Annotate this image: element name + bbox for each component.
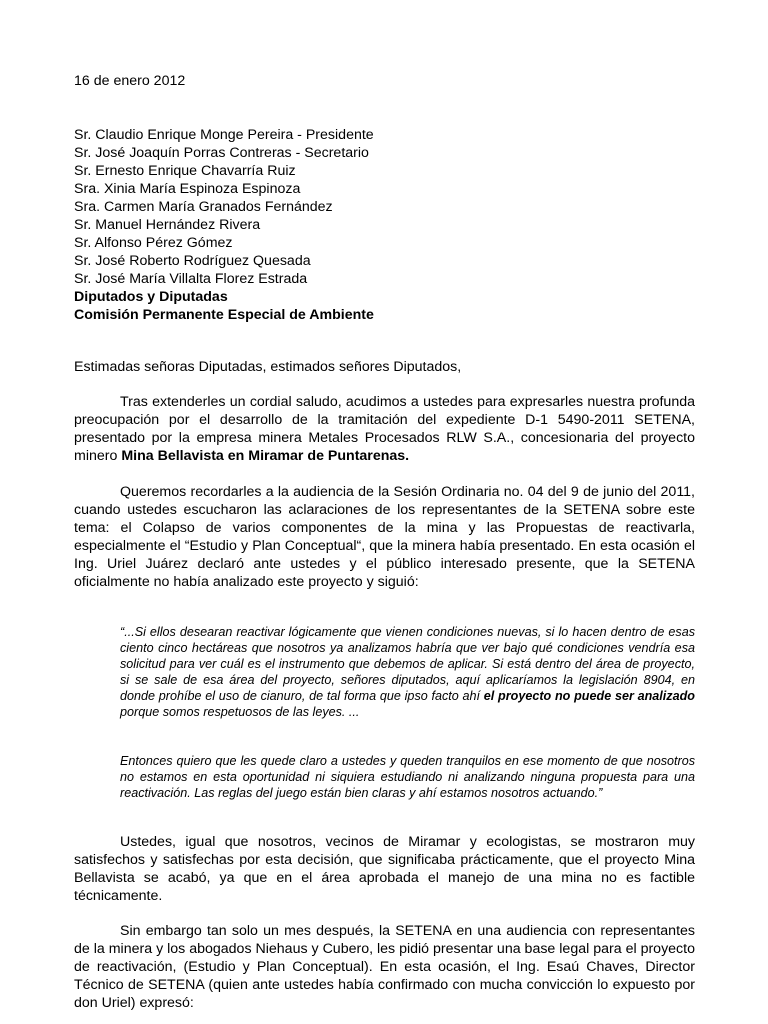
quote-text: Entonces quiero que les quede claro a ustedes y queden tranquilos en ese momento de que nosotros no estamos en esta oportunidad ni siquiera estudiando ni analizando ninguna propuesta para una reactivación. Las reglas del juego están bien claras y ahí estamos nosotros actuando.” [120,754,695,800]
paragraph-text: Sin embargo tan solo un mes después, la SETENA en una audiencia con representantes de la minera y los abogados Niehaus y Cubero, les pidió presentar una base legal para el proyecto de reactivación, (Estudio y Plan Conceptual). En esta ocasión, el Ing. Esaú Chaves, Director Técnico de SETENA (quien ante ustedes había confirmado con mucha convicción lo expuesto por don Uriel) expresó: [74,923,695,1011]
paragraph-introduction [74,393,695,465]
paragraph-session-recall [74,483,695,591]
quote-text: porque somos respetuosos de las leyes. ... [120,705,360,719]
recipient-line: Sra. Xinia María Espinoza Espinoza [74,181,301,197]
recipient-line: Sra. Carmen María Granados Fernández [74,199,333,215]
project-name: Mina Bellavista en Miramar de Puntarenas. [121,448,410,464]
recipient-list [74,126,374,324]
recipient-line: Sr. Manuel Hernández Rivera [74,217,261,233]
salutation: Estimadas señoras Diputadas, estimados señores Diputados, [74,359,462,375]
paragraph-followup [74,922,695,1012]
letter-date: 16 de enero 2012 [74,73,186,89]
paragraph-text: Ustedes, igual que nosotros, vecinos de Miramar y ecologistas, se mostraron muy satisfechos y satisfechas por esta decisión, que significaba prácticamente, que el proyecto Mina Bellavista se acabó, ya que en el área aprobada el manejo de una mina no es factible técnicamente. [74,834,695,904]
paragraph-text: Tras extenderles un cordial saludo, acudimos a ustedes para expresarles nuestra profunda preocupación por el desarrollo de la tramitación del expediente D-1 5490-2011 SETENA, presentado por la empresa minera Metales Procesados RLW S.A., concesionaria del proyecto minero [74,394,695,464]
quotation-block [120,624,695,720]
paragraph-text: Queremos recordarles a la audiencia de la Sesión Ordinaria no. 04 del 9 de junio del 2011, cuando ustedes escucharon las aclaraciones de los representantes de la SETENA sobre este tema: el Colapso de varios componentes de la mina y las Propuestas de reactivarla, especialmente el “Estudio y Plan Conceptual“, que la minera había presentado. En esta ocasión el Ing. Uriel Juárez declaró ante ustedes y el público interesado presente, que la SETENA oficialmente no había analizado este proyecto y siguió: [74,484,695,590]
recipient-group: Diputados y Diputadas [74,289,228,305]
quote-emphasis: el proyecto no puede ser analizado [483,689,695,703]
recipient-line: Sr. Ernesto Enrique Chavarría Ruiz [74,163,296,179]
quotation-block [120,753,695,801]
commission-name: Comisión Permanente Especial de Ambiente [74,307,374,323]
quote-text: “...Si ellos desearan reactivar lógicamente que vienen condiciones nuevas, si lo hacen dentro de esas ciento cinco hectáreas que nosotros ya analizamos habría que ver bajo qué condiciones vendría esa solicitud para ver cuál es el instrumento que debemos de aplicar. Si está dentro del área de proyecto, si se sale de esa área del proyecto, señores diputados, aquí aplicaríamos la legislación 8904, en donde prohíbe el uso de cianuro, de tal forma que ipso facto ahí [120,625,695,703]
recipient-line: Sr. José María Villalta Florez Estrada [74,271,308,287]
recipient-line: Sr. José Roberto Rodríguez Quesada [74,253,311,269]
recipient-line: Sr. Claudio Enrique Monge Pereira - Presidente [74,127,374,143]
recipient-line: Sr. Alfonso Pérez Gómez [74,235,233,251]
paragraph-reaction [74,833,695,905]
recipient-line: Sr. José Joaquín Porras Contreras - Secretario [74,145,369,161]
